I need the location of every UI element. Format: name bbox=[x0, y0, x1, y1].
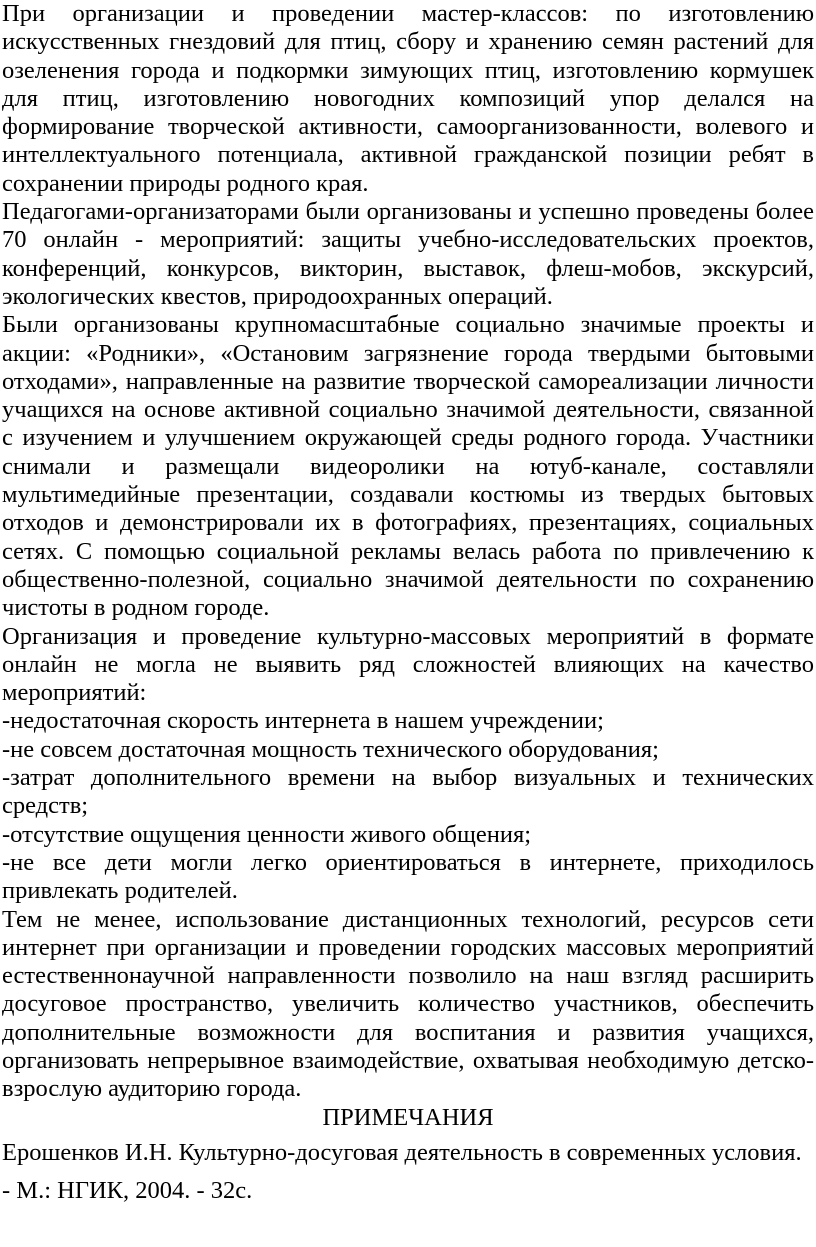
list-item-extra-time: -затрат дополнительного времени на выбор визуальных и технических средств; bbox=[2, 764, 814, 820]
reference-entry: Ерошенков И.Н. Культурно-досуговая деятельность в современных условия. - М.: НГИК, 2004. - 32с. bbox=[2, 1138, 802, 1204]
notes-heading: ПРИМЕЧАНИЯ bbox=[322, 1103, 494, 1131]
paragraph-conclusion: Тем не менее, использование дистанционных технологий, ресурсов сети интернет при организации и проведении городских массовых мероприятий естественнонаучной направленности позволило на наш взгляд расширить досуговое пространство, увеличить количество участников, обеспечить дополнительные возможности для воспитания и развития учащихся, организовать непрерывное взаимодействие, охватывая необходимую детско-взрослую аудиторию города. bbox=[2, 905, 814, 1103]
list-item-parents-help: -не все дети могли легко ориентироваться в интернете, приходилось привлекать родителей. bbox=[2, 848, 814, 905]
paragraph-difficulties-intro: Организация и проведение культурно-массовых мероприятий в формате онлайн не могла не выявить ряд сложностей влияющих на качество мероприятий: bbox=[2, 622, 814, 707]
document-page bbox=[2, 0, 814, 1210]
list-item-equipment-power: -не совсем достаточная мощность технического оборудования; bbox=[2, 735, 659, 763]
list-item-live-communication: -отсутствие ощущения ценности живого общения; bbox=[2, 820, 532, 848]
paragraph-master-classes: При организации и проведении мастер-классов: по изготовлению искусственных гнездовий для птиц, сбору и хранению семян растений для озеленения города и подкормки зимующих птиц, изготовлению кормушек для птиц, изготовлению новогодних композиций упор делался на формирование творческой активности, самоорганизованности, волевого и интеллектуального потенциала, активной гражданской позиции ребят в сохранении природы родного края. bbox=[2, 0, 814, 197]
paragraph-projects: Были организованы крупномасштабные социально значимые проекты и акции: «Родники», «Остановим загрязнение города твердыми бытовыми отходами», направленные на развитие творческой самореализации личности учащихся на основе активной социально значимой деятельности, связанной с изучением и улучшением окружающей среды родного города. Участники снимали и размещали видеоролики на ютуб-канале, составляли мультимедийные презентации, создавали костюмы из твердых бытовых отходов и демонстрировали их в фотографиях, презентациях, социальных сетях. С помощью социальной рекламы велась работа по привлечению к общественно-полезной, социально значимой деятельности по сохранению чистоты в родном городе. bbox=[2, 311, 814, 622]
paragraph-online-events: Педагогами-организаторами были организованы и успешно проведены более 70 онлайн - мероприятий: защиты учебно-исследовательских проектов, конференций, конкурсов, викторин, выставок, флеш-мобов, экскурсий, экологических квестов, природоохранных операций. bbox=[2, 198, 814, 310]
list-item-internet-speed: -недостаточная скорость интернета в нашем учреждении; bbox=[2, 707, 604, 735]
